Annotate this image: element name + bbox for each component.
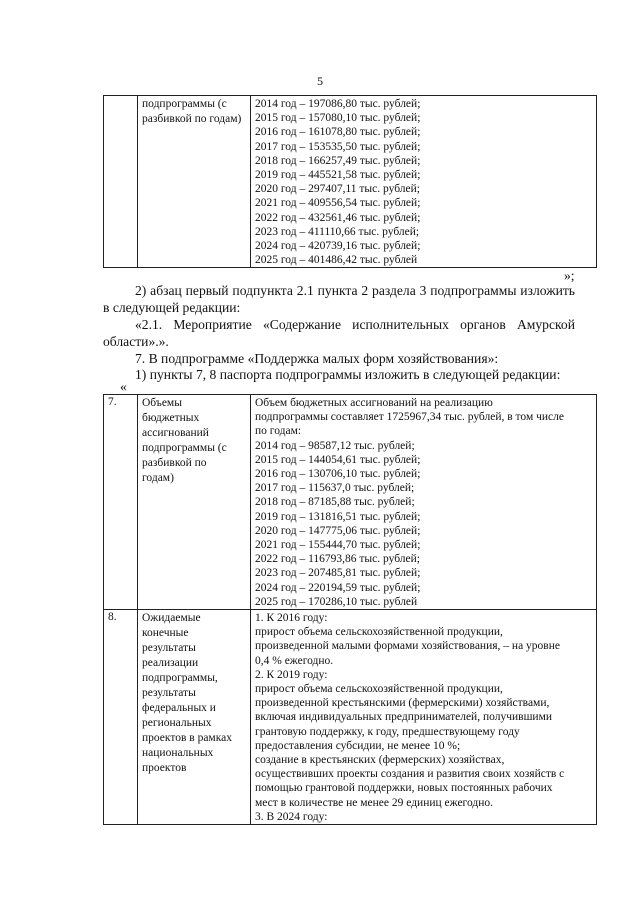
- content-line: прирост объема сельскохозяйственной продукции,: [255, 683, 503, 696]
- year-line: 2014 год – 98587,12 тыс. рублей;: [255, 439, 415, 452]
- content-line: помощью грантовой поддержки, новых постоянных рабочих: [255, 782, 553, 795]
- year-line: 2018 год – 166257,49 тыс. рублей;: [255, 154, 421, 167]
- row-label-cell: [138, 395, 251, 610]
- funding-table-continued: [103, 95, 597, 268]
- year-line: 2025 год – 170286,10 тыс. рублей: [255, 595, 418, 608]
- label-line: проектов в рамках: [142, 732, 232, 745]
- label-line: результаты: [142, 687, 196, 700]
- table-row: [104, 96, 597, 268]
- year-line: 2020 год – 297407,11 тыс. рублей;: [255, 183, 420, 196]
- content-line: подпрограммы составляет 1725967,34 тыс. рублей, в том числе: [255, 411, 564, 424]
- year-line: 2020 год – 147775,06 тыс. рублей;: [255, 524, 421, 537]
- content-line: по годам:: [255, 425, 302, 438]
- content-line: произведенной малыми формами хозяйствования, – на уровне: [255, 640, 560, 653]
- content-line: 1. К 2016 году:: [255, 612, 328, 625]
- year-line: 2016 год – 161078,80 тыс. рублей;: [255, 126, 421, 139]
- content-line: 2. К 2019 году:: [255, 668, 328, 681]
- content-line: Объем бюджетных ассигнований на реализацию: [255, 397, 493, 409]
- year-line: 2023 год – 207485,81 тыс. рублей;: [255, 567, 421, 580]
- paragraph-passport-items: 1) пункты 7, 8 паспорта подпрограммы изложить в следующей редакции:: [135, 367, 561, 382]
- year-line: 2024 год – 420739,16 тыс. рублей;: [255, 240, 421, 253]
- page-number: 5: [317, 74, 323, 88]
- content-line: включая индивидуальных предпринимателей, получившими: [255, 711, 553, 724]
- label-line: ассигнований: [142, 427, 209, 439]
- year-line: 2019 год – 131816,51 тыс. рублей;: [255, 510, 421, 523]
- passport-table: [103, 394, 597, 825]
- row-number-cell: 7.: [104, 395, 138, 610]
- row-number-cell: [104, 96, 138, 268]
- label-line: подпрограммы,: [142, 672, 218, 685]
- opening-quote: «: [120, 379, 127, 394]
- year-line: 2018 год – 87185,88 тыс. рублей;: [255, 496, 415, 509]
- paragraph-abzac: 2) абзац первый подпункта 2.1 пункта 2 раздела 3 подпрограммы изложить в следующей редакции:: [103, 283, 575, 315]
- content-line: мест в количестве не менее 29 единиц ежегодно.: [255, 796, 494, 809]
- year-line: 2022 год – 116793,86 тыс. рублей;: [255, 553, 420, 566]
- row-label-cell: [138, 96, 251, 268]
- label-line: реализации: [142, 657, 199, 670]
- content-line: предоставления субсидии, не менее 10 %;: [255, 739, 461, 752]
- label-line: результаты: [142, 642, 196, 655]
- content-line: грантовую поддержку, к году, предшествующему году: [255, 725, 520, 738]
- label-line: подпрограммы (с: [142, 98, 227, 110]
- label-line: национальных: [142, 747, 214, 760]
- year-line: 2014 год – 197086,80 тыс. рублей;: [255, 98, 421, 110]
- label-line: конечные: [142, 627, 189, 640]
- year-line: 2024 год – 220194,59 тыс. рублей;: [255, 581, 421, 594]
- year-line: 2017 год – 115637,0 тыс. рублей;: [255, 482, 415, 495]
- label-line: годам): [142, 472, 174, 484]
- label-line: проектов: [142, 762, 187, 775]
- closing-quote: »;: [564, 268, 575, 283]
- content-line: создание в крестьянских (фермерских) хозяйствах,: [255, 754, 505, 767]
- year-line: 2015 год – 157080,10 тыс. рублей;: [255, 112, 421, 125]
- label-line: региональных: [142, 717, 212, 730]
- label-line: разбивкой по: [142, 457, 207, 469]
- content-line: прирост объема сельскохозяйственной продукции,: [255, 626, 503, 639]
- year-line: 2015 год – 144054,61 тыс. рублей;: [255, 453, 421, 466]
- content-line: осуществивших проекты создания и развития своих хозяйств с: [255, 768, 565, 781]
- label-line: разбивкой по годам): [142, 113, 242, 125]
- row-content-cell: [251, 395, 597, 610]
- label-line: Ожидаемые: [142, 612, 201, 625]
- content-line: произведенной крестьянскими (фермерскими) хозяйствами,: [255, 697, 550, 710]
- year-line: 2016 год – 130706,10 тыс. рублей;: [255, 468, 421, 481]
- year-line: 2025 год – 401486,42 тыс. рублей: [255, 254, 418, 267]
- content-line: 3. В 2024 году:: [255, 810, 328, 823]
- year-line: 2022 год – 432561,46 тыс. рублей;: [255, 211, 421, 224]
- label-line: бюджетных: [142, 412, 200, 424]
- year-line: 2021 год – 409556,54 тыс. рублей;: [255, 197, 421, 210]
- row-content-cell: [251, 96, 597, 268]
- paragraph-meropriyatie: «2.1. Мероприятие «Содержание исполнительных органов Амурской области».».: [103, 317, 575, 349]
- year-line: 2019 год – 445521,58 тыс. рублей;: [255, 169, 421, 182]
- row-content-cell: [251, 610, 597, 825]
- table-row: [104, 610, 597, 825]
- table-row: [104, 395, 597, 610]
- row-number-cell: 8.: [104, 610, 138, 825]
- label-line: Объемы: [142, 397, 182, 409]
- content-line: 0,4 % ежегодно.: [255, 654, 334, 667]
- paragraph-subprogram-heading: 7. В подпрограмме «Поддержка малых форм хозяйствования»:: [135, 351, 499, 366]
- row-label-cell: [138, 610, 251, 825]
- label-line: федеральных и: [142, 702, 216, 715]
- year-line: 2023 год – 411110,66 тыс. рублей;: [255, 225, 420, 238]
- year-line: 2021 год – 155444,70 тыс. рублей;: [255, 539, 421, 552]
- label-line: подпрограммы (с: [142, 442, 227, 454]
- year-line: 2017 год – 153535,50 тыс. рублей;: [255, 140, 421, 153]
